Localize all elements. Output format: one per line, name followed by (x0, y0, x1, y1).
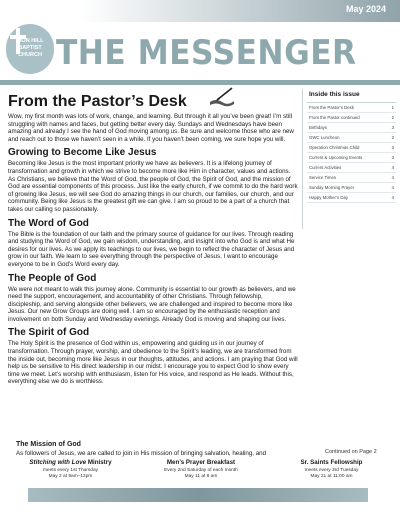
event-card (8, 459, 133, 480)
pastor-intro: Wow, my first month was lots of work, change, and learning. But through it all you’ve been great! I’m still struggling with names and faces, but getting better every day. Sundays and Wednesdays have been amazing and already I see the hand of God moving among us. Be sure and welcome those who are new and reach out to those we haven’t seen in a while. If you haven’t been coming, we sure hope you will. (8, 113, 294, 143)
logo-line-2: BAPTIST (18, 45, 42, 51)
pastor-section-title: From the Pastor’s Desk (8, 93, 187, 110)
mission-heading: The Mission of God (16, 441, 81, 448)
event-schedule: meets every 3rd Tuesday (304, 468, 359, 473)
event-card (269, 459, 394, 480)
section-heading: The Spirit of God (8, 327, 90, 339)
section-body: Becoming like Jesus is the most important priority we have as believers. It is a lifelong journey of transformation and growth in which we strive to become more like Him in character, values and actions. As Christians, we believe that the Word of God, the people of God, the Spirit of God, and the mission of God are essential components of this process. Just like the early church, if we commit to do the hard work of growing like Jesus, we will see God do amazing things in our church, our families, our church, and our community. Being like Jesus is the greatest gift we can give. I am so proud to be a part of a church that takes our calling so passionately. (8, 160, 298, 213)
event-title: Sr. Saints Fellowship (300, 459, 363, 466)
toc-item[interactable] (307, 143, 396, 153)
toc-page: 3 (391, 155, 394, 160)
toc-item[interactable] (307, 133, 396, 143)
event-title: Men’s Prayer Breakfast (166, 459, 236, 466)
logo-line-1: LION HILL (16, 38, 44, 44)
pen-and-paper-icon (208, 86, 236, 108)
newsletter-title: THE MESSENGER (56, 33, 357, 73)
toc-page: 3 (391, 135, 394, 140)
events-row (8, 459, 394, 480)
section-body: We were not meant to walk this journey alone. Community is essential to our growth as believers, and we need the support, encouragement, and accountability of other Christians. Through fellowship, discipleship, and serving alongside other believers, we are challenged and inspired to become more like Jesus. Our new Grow Groups are doing well. I am so encouraged by the enthusiastic reception and involvement on both Sunday and Wednesday evenings. Already God is moving and shaping our lives. (8, 285, 296, 323)
event-schedule: Every 2nd Saturday of each month (164, 468, 238, 473)
toc-page: 4 (391, 185, 394, 190)
toc-label: Birthdays (309, 125, 327, 130)
section-heading: Growing to Become Like Jesus (8, 147, 157, 159)
section-body: The Holy Spirit is the presence of God within us, empowering and guiding us in our journey of transformation. Through prayer, worship, and obedience to the Spirit’s leading, we are transformed from the inside out, becoming more like Jesus in our thoughts, attitudes, and actions. I am praying that God will help us be sensitive to His direct leadership in our midst. I encourage you to expect God to show every time we meet. Let’s worship with enthusiasm, listen for His voice, and respond as He leads. Without this, everything else we do is worthless. (8, 340, 298, 386)
toc-page: 3 (391, 125, 394, 130)
toc-item[interactable] (307, 123, 396, 133)
toc-page: 4 (391, 195, 394, 200)
toc-item[interactable] (307, 173, 396, 183)
section-body: The Bible is the foundation of our faith and the primary source of guidance for our lives. Through reading and studying the Word of God, we gain wisdom, understanding, and insight into who God is and what He desires for our lives. As we apply its teachings to our lives, we begin to reflect the character of Jesus and grow in our faith. We learn to see everything through the perspective of Jesus. I want to encourage everyone to be in God’s Word every day. (8, 230, 295, 268)
toc-header: Inside this issue (307, 89, 396, 103)
toc-page: 4 (391, 165, 394, 170)
toc-page: 2 (391, 115, 394, 120)
logo-line-3: CHURCH (18, 52, 42, 58)
toc-label: Sunday Morning Prayer (309, 185, 355, 190)
continued-note: Continued on Page 2 (325, 449, 377, 455)
church-logo (6, 24, 54, 74)
mission-text: As followers of Jesus, we are called to join in His mission of bringing salvation, healing, and (16, 450, 267, 457)
toc-label: Service Times (309, 175, 336, 180)
event-date: May 21 at 11:00 am (310, 474, 353, 479)
section-heading: The People of God (8, 272, 97, 284)
event-card (139, 459, 264, 480)
toc-page: 1 (391, 105, 394, 110)
masthead-divider (0, 80, 400, 85)
toc-page: 4 (391, 175, 394, 180)
toc-label: GWC Luncheon (309, 135, 340, 140)
main-article (8, 113, 298, 389)
toc-item[interactable] (307, 193, 396, 203)
event-title-italic: Stitching with Love (29, 459, 87, 466)
inside-this-issue-box (302, 89, 396, 229)
toc-label: Current Activities (309, 165, 342, 170)
toc-label: Happy Mother’s Day (309, 195, 349, 200)
section-heading: The Word of God (8, 217, 89, 229)
footer-band (28, 488, 368, 502)
toc-label: From the Pastor continued (309, 115, 360, 120)
toc-item[interactable] (307, 153, 396, 163)
toc-label: Current & Upcoming Events (309, 155, 363, 160)
event-title-rest: Ministry (86, 459, 112, 466)
toc-item[interactable] (307, 113, 396, 123)
toc-page: 3 (391, 145, 394, 150)
toc-label: Operation Christmas Child (309, 145, 360, 150)
issue-date: May 2024 (345, 4, 386, 14)
event-date: May 2 at 9am–12pm (48, 474, 93, 479)
event-date: May 11 at 8 am (184, 474, 218, 479)
event-schedule: meets every 1st Thursday (42, 468, 99, 473)
event-title (8, 459, 133, 466)
top-banner (0, 0, 400, 22)
toc-item[interactable] (307, 103, 396, 113)
toc-label: From the Pastor’s Desk (309, 105, 354, 110)
toc-item[interactable] (307, 183, 396, 193)
toc-item[interactable] (307, 163, 396, 173)
